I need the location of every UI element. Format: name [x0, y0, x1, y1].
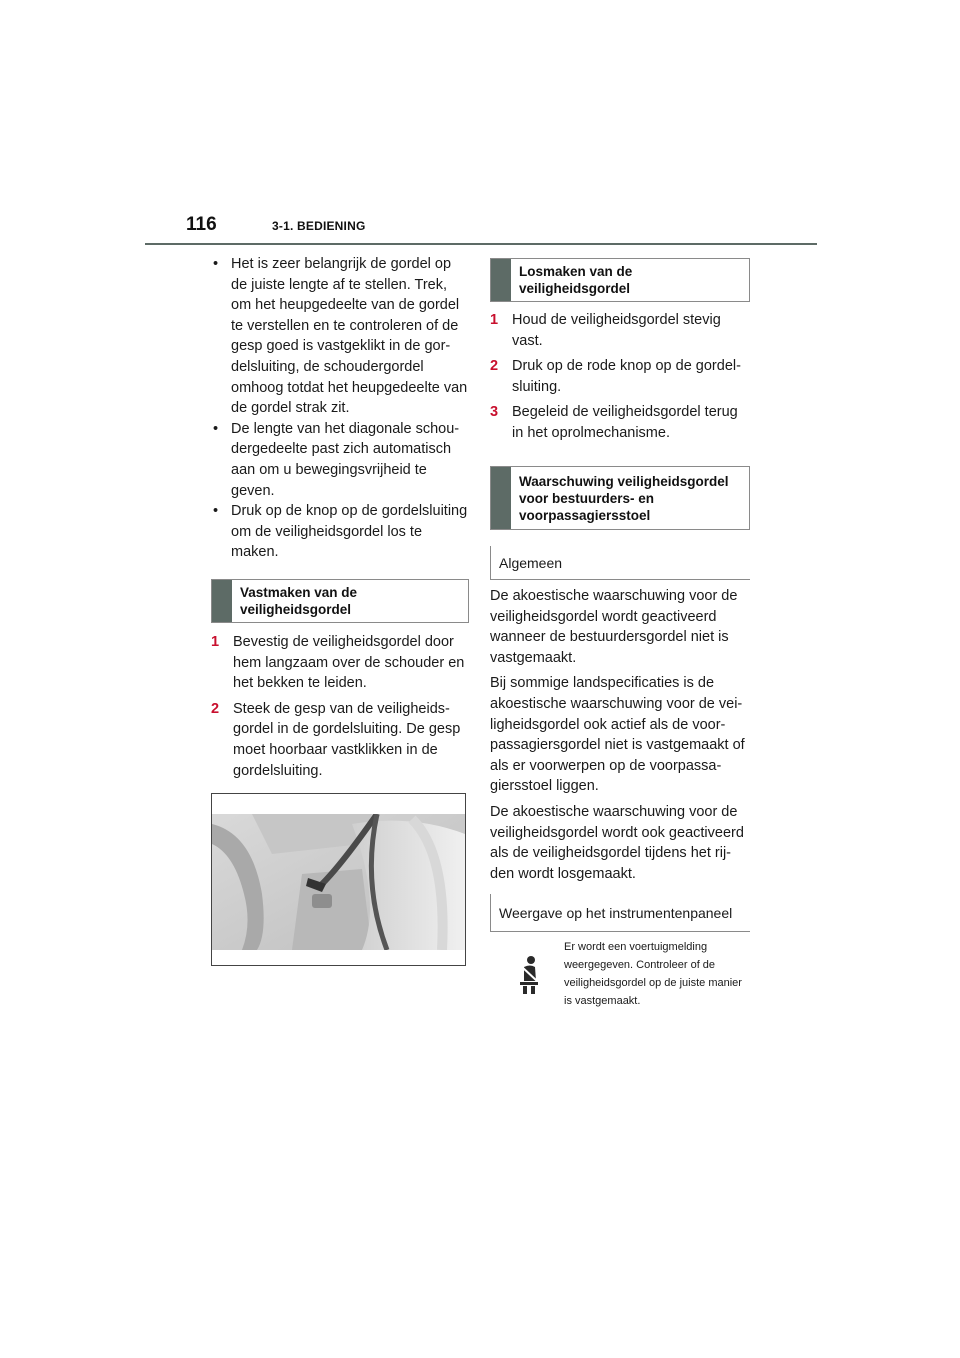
- seatbelt-buckle-photo-icon: [212, 814, 465, 950]
- step-text: Steek de gesp van de veiligheids-gordel in de gordelsluiting. De gesp moet hoorbaar vastklikken in de gordelsluiting.: [233, 700, 461, 779]
- fasten-heading: Vastmaken van de veiligheidsgordel: [240, 585, 358, 617]
- fasten-steps: [211, 632, 469, 786]
- step-item: [490, 356, 750, 397]
- step-number: 1: [211, 634, 220, 650]
- heading-accent-bar: [491, 259, 511, 301]
- step-text: Houd de veiligheidsgordel stevig vast.: [512, 312, 721, 349]
- step-item: [490, 402, 750, 443]
- heading-accent-bar: [212, 580, 232, 622]
- general-subheading: Algemeen: [490, 546, 750, 580]
- step-number: 3: [490, 404, 499, 421]
- step-text: Begeleid de veiligheidsgordel terug in het oprolmechanisme.: [512, 404, 738, 441]
- warning-heading-box: [490, 466, 750, 530]
- general-paragraphs: [490, 586, 752, 889]
- paragraph: De akoestische waarschuwing voor de veiligheidsgordel wordt ook geactiveerd als de veiligheidsgordel tijdens het rij-den wordt losgemaakt.: [490, 803, 744, 882]
- step-text: Bevestig de veiligheidsgordel door hem langzaam over de schouder en het bekken te leiden.: [233, 634, 465, 692]
- heading-accent-bar: [491, 467, 511, 529]
- step-number: 2: [490, 358, 499, 375]
- release-steps: [490, 310, 750, 449]
- step-item: [490, 310, 750, 351]
- fasten-heading-box: [211, 579, 469, 623]
- release-heading: Losmaken van de veiligheidsgordel: [519, 264, 633, 296]
- step-item: [211, 699, 469, 781]
- warning-heading: Waarschuwing veiligheidsgordel voor bestuurders- en voorpassagiersstoel: [519, 473, 729, 523]
- step-text: Druk op de rode knop op de gordel-sluiting.: [512, 358, 741, 395]
- header-divider: [145, 243, 817, 245]
- step-item: [211, 632, 469, 694]
- section-title: 3-1. BEDIENING: [272, 219, 366, 233]
- display-note: Er wordt een voertuigmelding weergegeven. Controleer of de veiligheidsgordel op de juiste manier is vastgemaakt.: [564, 941, 742, 1007]
- paragraph: Bij sommige landspecificaties is de akoestische waarschuwing voor de vei-ligheidsgordel ook actief als de voor-passagiersgordel niet is vastgemaakt of als er voorwerpen op de voorpassa-giersstoel liggen.: [490, 675, 745, 795]
- left-bullets: [211, 254, 469, 563]
- page-number: 116: [186, 214, 217, 235]
- step-number: 1: [490, 312, 499, 328]
- step-number: 2: [211, 700, 220, 717]
- paragraph: De akoestische waarschuwing voor de veiligheidsgordel wordt geactiveerd wanneer de bestuurdersgordel niet is vastgemaakt.: [490, 588, 738, 666]
- bullet-item: • Het is zeer belangrijk de gordel op de juiste lengte af te stellen. Trek, om het heupgedeelte van de gordel te verstellen en te controleren of de gesp goed is vastgeklikt in de gor-delsluiting, de schoudergordel omhoog totdat het heupgedeelte van de gordel strak zit.: [211, 254, 469, 419]
- seatbelt-figure: [211, 793, 466, 966]
- display-subheading: Weergave op het instrumentenpaneel: [490, 894, 750, 932]
- bullet-item: • Druk op de knop op de gordelsluiting om de veiligheidsgordel los te maken.: [211, 501, 469, 563]
- bullet-item: • De lengte van het diagonale schou-dergedeelte past zich automatisch aan om u bewegingsvrijheid te geven.: [211, 419, 469, 501]
- release-heading-box: [490, 258, 750, 302]
- seatbelt-warning-icon: [514, 955, 544, 995]
